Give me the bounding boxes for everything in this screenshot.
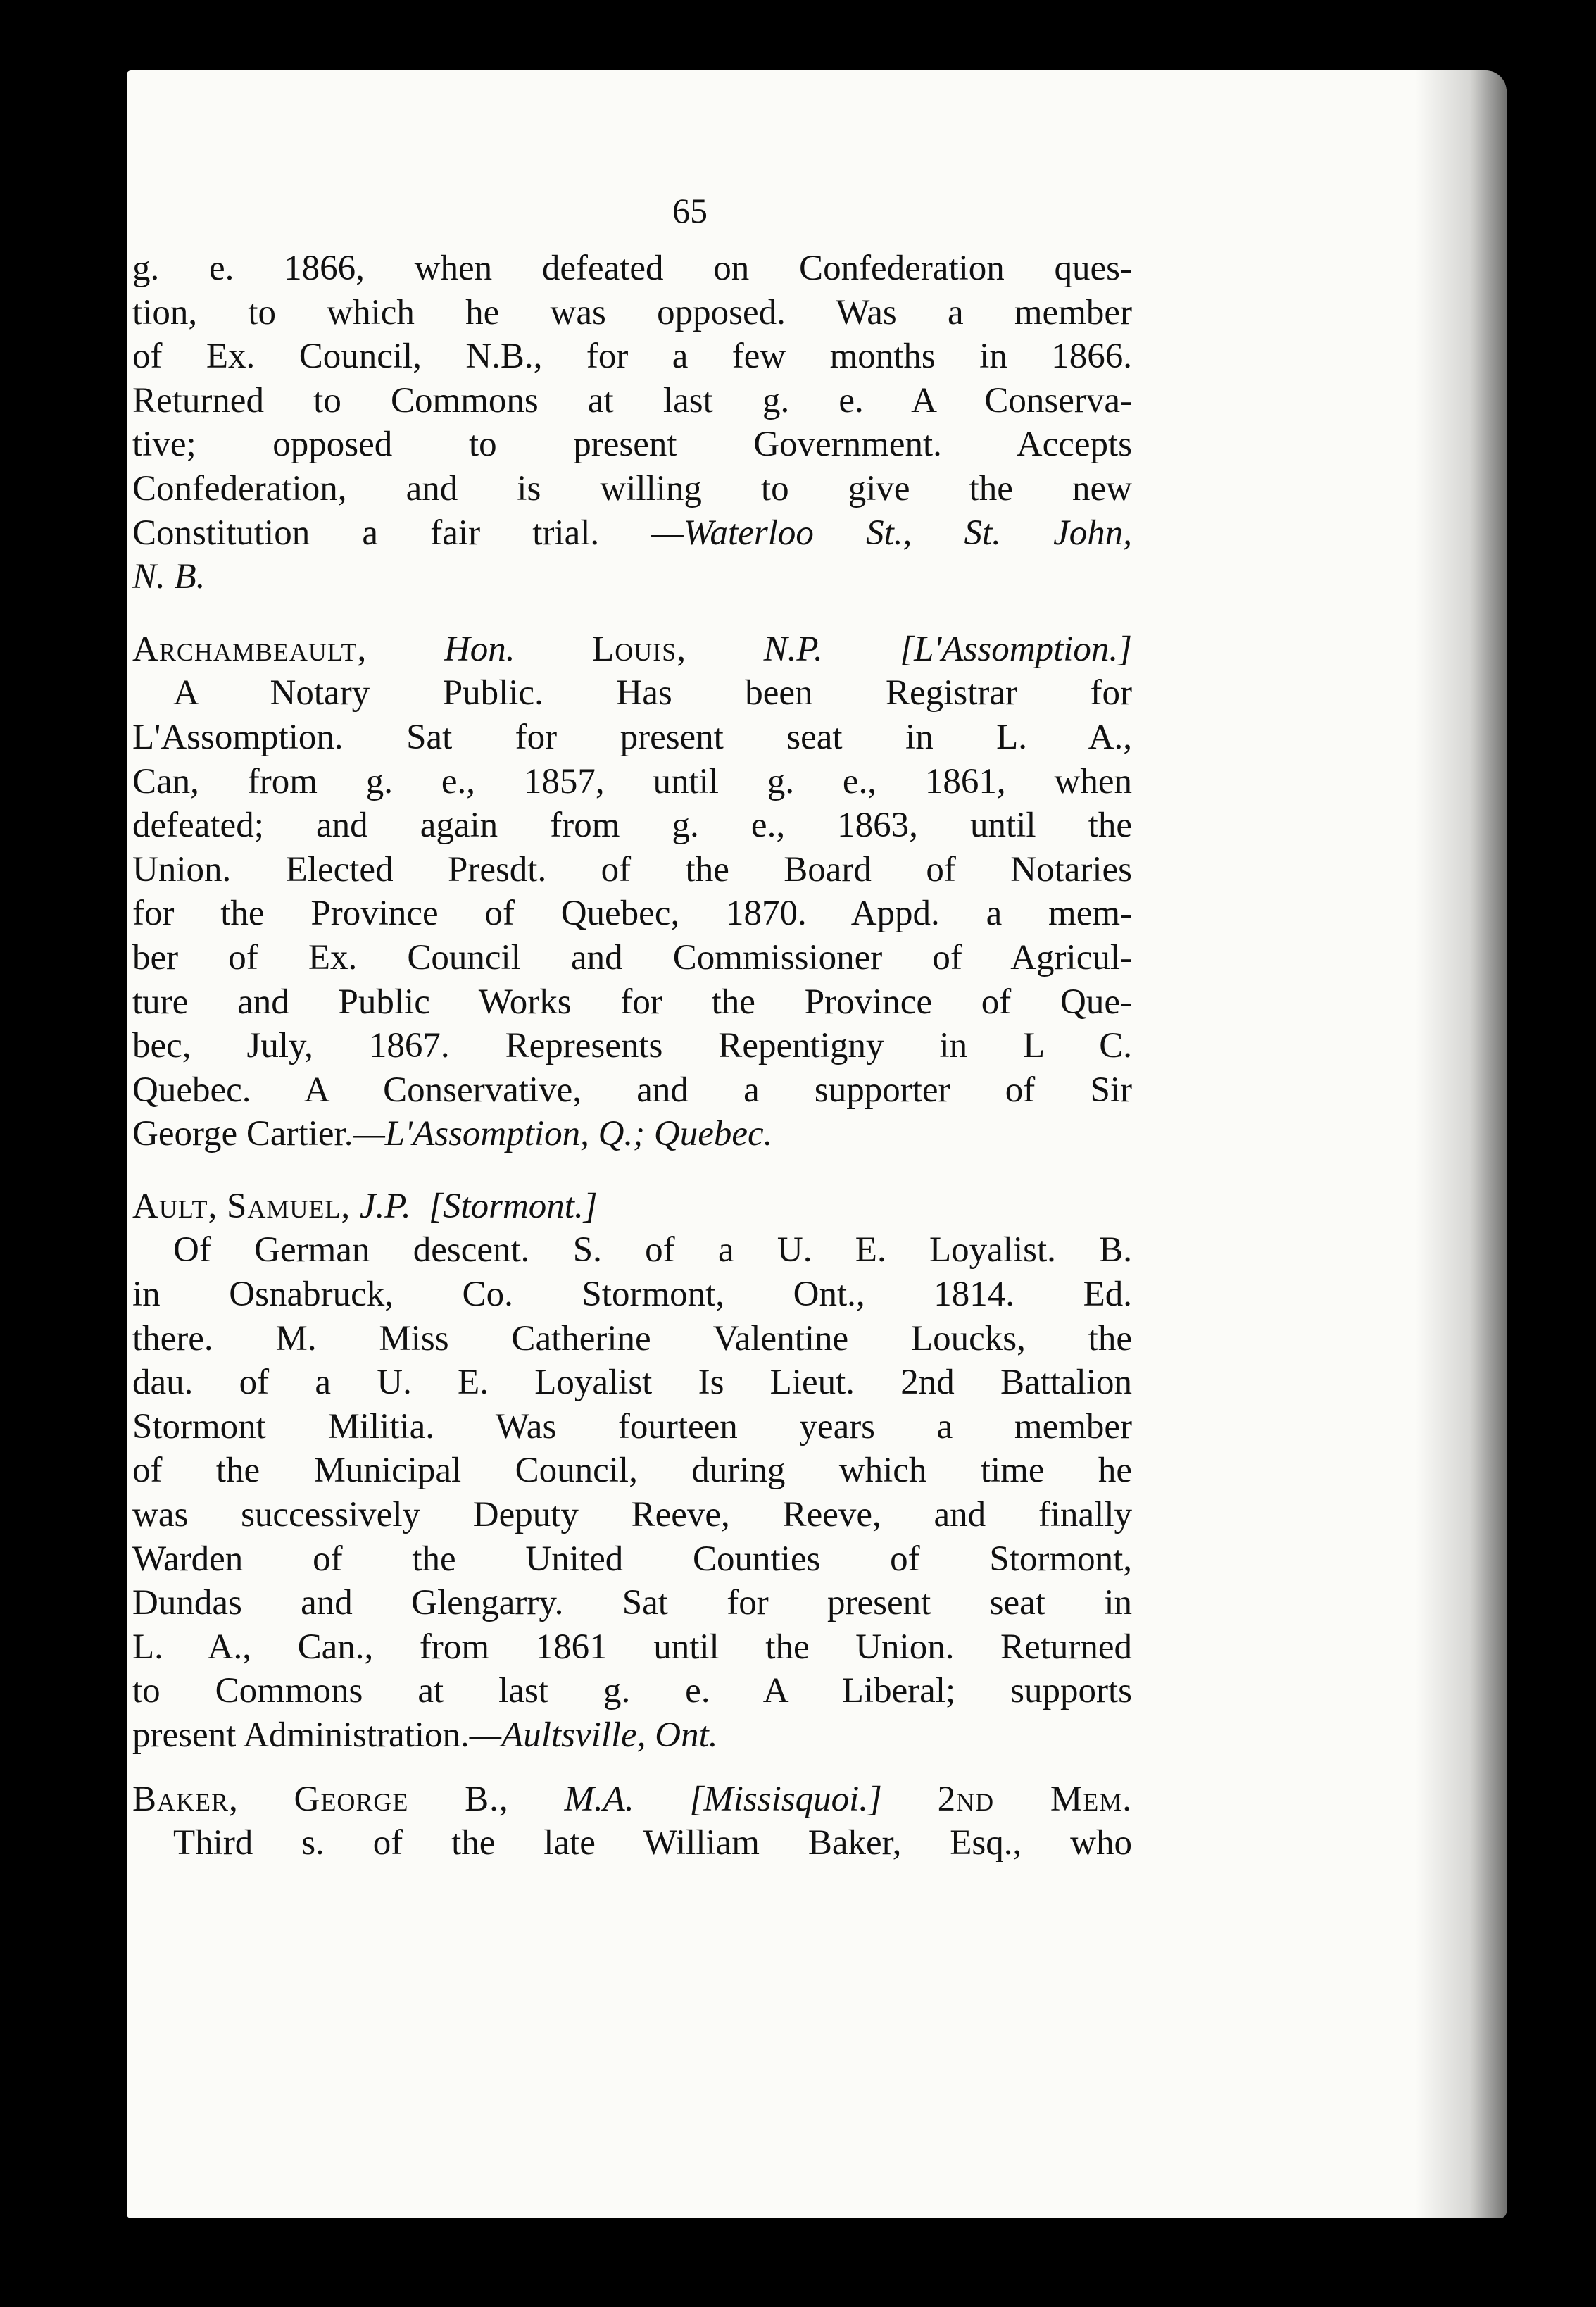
- text-line: [132, 511, 1132, 556]
- surname: Baker,: [132, 1779, 239, 1819]
- text-line: there. M. Miss Catherine Valentine Loucks, the: [132, 1318, 1132, 1358]
- text-line: Warden of the United Counties of Stormont,: [132, 1539, 1132, 1579]
- text-line: of Ex. Council, N.B., for a few months in 1866.: [132, 337, 1132, 377]
- text-line: [132, 1713, 1132, 1758]
- given-name: Louis,: [592, 629, 686, 669]
- text-line: tive; opposed to present Government. Accepts: [132, 425, 1132, 465]
- text-line: bec, July, 1867. Represents Repentigny in L C.: [132, 1026, 1132, 1066]
- entry-ault: [132, 1184, 1132, 1758]
- text-line: defeated; and again from g. e., 1863, until the: [132, 806, 1132, 846]
- text-line: was successively Deputy Reeve, Reeve, and finally: [132, 1495, 1132, 1535]
- given-name: George B.,: [294, 1779, 509, 1819]
- entry-heading: [132, 1184, 1132, 1229]
- body-text: [132, 246, 1132, 1865]
- text-line: g. e. 1866, when defeated on Confederation ques-: [132, 249, 1132, 288]
- text-line: ber of Ex. Council and Commissioner of Agricul-: [132, 937, 1132, 977]
- text-line: Third s. of the late William Baker, Esq., who: [173, 1823, 1132, 1863]
- text-line: L. A., Can., from 1861 until the Union. Returned: [132, 1627, 1132, 1667]
- entry-archambeault: [132, 627, 1132, 1156]
- text-line: A Notary Public. Has been Registrar for: [173, 673, 1132, 713]
- entry-heading: [132, 1777, 1132, 1822]
- text-line: Can, from g. e., 1857, until g. e., 1861, when: [132, 761, 1132, 801]
- document-page: [127, 70, 1507, 2218]
- constituency: [Stormont.]: [429, 1186, 598, 1226]
- constituency: [L'Assomption.]: [900, 629, 1133, 669]
- entry-baker: [132, 1777, 1132, 1865]
- text-line: Confederation, and is willing to give the new: [132, 468, 1132, 508]
- text-line: in Osnabruck, Co. Stormont, Ont., 1814. Ed.: [132, 1275, 1132, 1315]
- text-line: dau. of a U. E. Loyalist Is Lieut. 2nd Battalion: [132, 1363, 1132, 1403]
- text-line: Of German descent. S. of a U. E. Loyalist. B.: [173, 1230, 1132, 1270]
- text-line: [132, 1112, 1132, 1156]
- honorific: M.A.: [564, 1779, 634, 1819]
- text-line: Stormont Militia. Was fourteen years a member: [132, 1406, 1132, 1446]
- text-line: L'Assomption. Sat for present seat in L. A.,: [132, 717, 1132, 757]
- member-note: 2nd Mem.: [937, 1779, 1133, 1819]
- text-fragment: George Cartier.: [132, 1114, 353, 1154]
- page-edge-shadow: [1415, 70, 1507, 2218]
- text-fragment: present Administration.: [132, 1715, 470, 1755]
- honorific: J.P.: [359, 1186, 411, 1226]
- text-line: Returned to Commons at last g. e. A Conserva-: [132, 380, 1132, 420]
- surname: Archambeault,: [132, 629, 367, 669]
- text-line: for the Province of Quebec, 1870. Appd. a mem-: [132, 894, 1132, 934]
- honorific: N.P.: [763, 629, 823, 669]
- given-name: Samuel,: [227, 1186, 351, 1226]
- text-line: tion, to which he was opposed. Was a member: [132, 292, 1132, 332]
- text-line: Dundas and Glengarry. Sat for present seat in: [132, 1583, 1132, 1623]
- text-fragment: Constitution a fair trial.: [132, 513, 600, 553]
- page-number: 65: [672, 191, 708, 230]
- text-line: ture and Public Works for the Province of Que-: [132, 982, 1132, 1022]
- text-line: to Commons at last g. e. A Liberal; supports: [132, 1671, 1132, 1711]
- entry-heading: [132, 627, 1132, 672]
- address: —L'Assomption, Q.; Quebec.: [353, 1114, 773, 1154]
- address: —Waterloo St., St. John,: [651, 513, 1133, 553]
- continuation-paragraph: [132, 246, 1132, 599]
- title: Hon.: [444, 629, 515, 669]
- text-line: N. B.: [132, 557, 206, 597]
- text-line: Quebec. A Conservative, and a supporter of Sir: [132, 1070, 1132, 1110]
- text-line: of the Municipal Council, during which time he: [132, 1451, 1132, 1491]
- constituency: [Missisquoi.]: [689, 1779, 882, 1819]
- surname: Ault,: [132, 1186, 218, 1226]
- text-line: Union. Elected Presdt. of the Board of Notaries: [132, 849, 1132, 889]
- address: —Aultsville, Ont.: [469, 1715, 718, 1755]
